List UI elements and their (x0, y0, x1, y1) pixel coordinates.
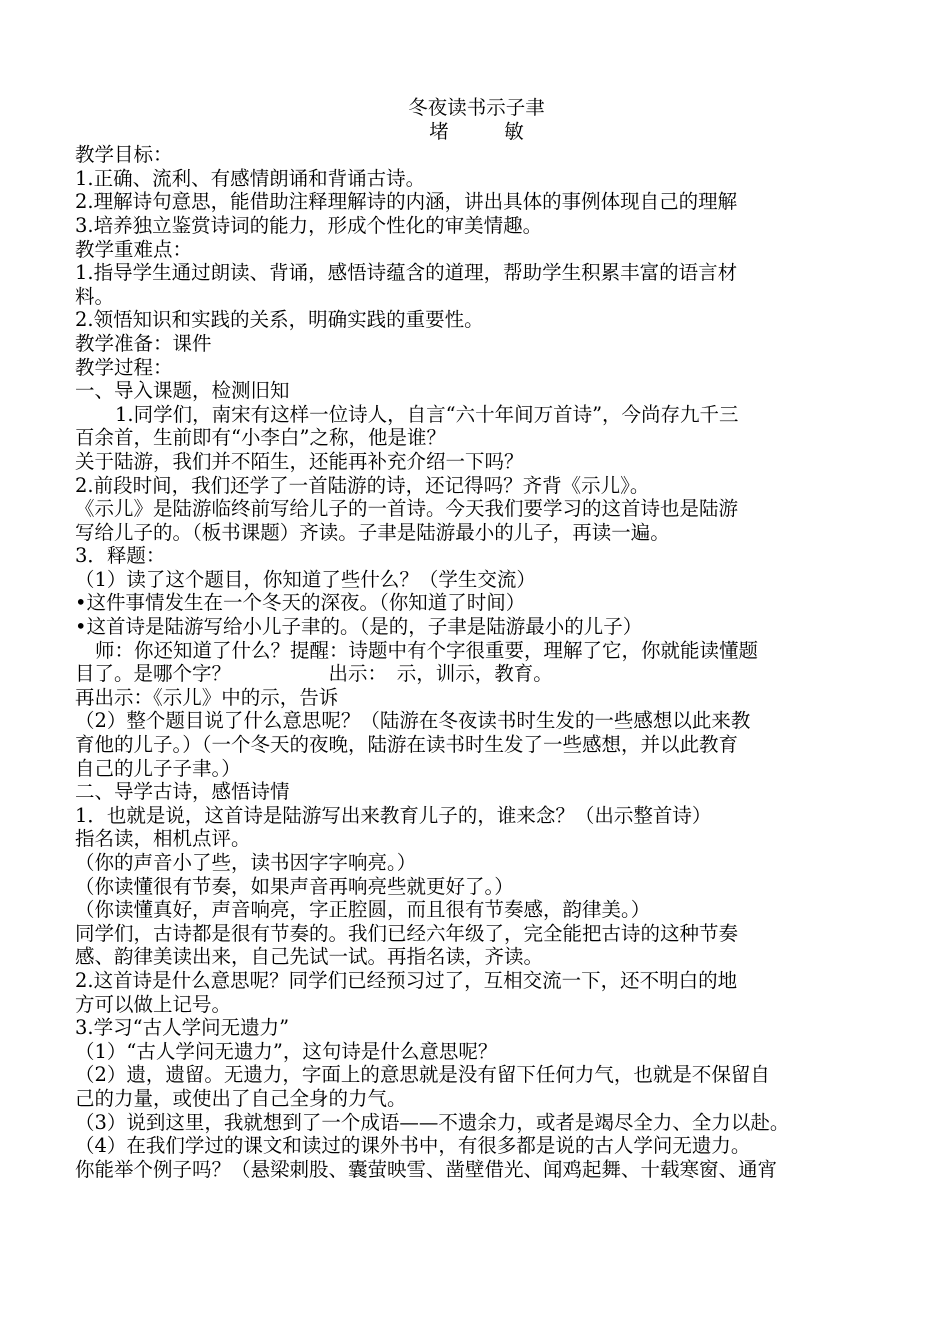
key-point-2: 2.领悟知识和实践的关系，明确实践的重要性。 (75, 308, 484, 332)
text-line: 3.学习“古人学问无遗力” (75, 1016, 290, 1040)
text-line: 师：你还知道了什么？提醒：诗题中有个字很重要，理解了它，你就能读懂题 (95, 638, 759, 662)
section-heading-key-points: 教学重难点： (75, 237, 193, 261)
text-line: 育他的儿子。）（一个冬天的夜晚，陆游在读书时生发了一些感想，并以此教育 (75, 733, 739, 757)
text-line: （你读懂很有节奏，如果声音再响亮些就更好了。） (75, 874, 514, 898)
section-heading-objectives: 教学目标： (75, 143, 173, 167)
bullet-item: •这首诗是陆游写给小儿子聿的。（是的，子聿是陆游最小的儿子） (75, 615, 643, 639)
part-2-heading: 二、导学古诗，感悟诗情 (75, 780, 290, 804)
key-point-1-cont: 料。 (75, 284, 115, 308)
text-line: （4）在我们学过的课文和读过的课外书中，有很多都是说的古人学问无遗力。 (75, 1134, 751, 1158)
text-line: 2.前段时间，我们还学了一首陆游的诗，还记得吗？齐背《示儿》。 (75, 473, 650, 497)
text-line: 己的力量，或使出了自己全身的力气。 (75, 1086, 407, 1110)
text-line: 方可以做上记号。 (75, 992, 232, 1016)
text-line: 百余首，生前即有“小李白”之称，他是谁？ (75, 426, 446, 450)
text-line: 同学们，古诗都是很有节奏的。我们已经六年级了，完全能把古诗的这种节奏 (75, 921, 739, 945)
text-line: 3．释题： (75, 544, 166, 568)
text-line: （你读懂真好，声音响亮，字正腔圆，而且很有节奏感，韵律美。） (75, 898, 651, 922)
text-line: 写给儿子的。（板书课题）齐读。子聿是陆游最小的儿子，再读一遍。 (75, 520, 670, 544)
text-line: 1.同学们，南宋有这样一位诗人，自言“六十年间万首诗”，今尚存九千三 (115, 402, 739, 426)
text-line: （1）“古人学问无遗力”，这句诗是什么意思呢？ (75, 1039, 498, 1063)
text-line: 你能举个例子吗？（悬梁刺股、囊萤映雪、凿壁借光、闻鸡起舞、十载寒窗、通宵 (75, 1157, 778, 1181)
text-line: 目了。是哪个字？ 出示： 示，训示，教育。 (75, 662, 553, 686)
key-point-1: 1.指导学生通过朗读、背诵，感悟诗蕴含的道理，帮助学生积累丰富的语言材 (75, 261, 738, 285)
objective-2: 2.理解诗句意思，能借助注释理解诗的内涵，讲出具体的事例体现自己的理解 (75, 190, 738, 214)
document-title: 冬夜读书示子聿 (408, 96, 545, 119)
section-heading-process: 教学过程： (75, 355, 173, 379)
text-line: 再出示：《示儿》中的示，告诉 (75, 685, 339, 709)
text-line: 1．也就是说，这首诗是陆游写出来教育儿子的，谁来念？（出示整首诗） (75, 803, 712, 827)
text-line: 感、韵律美读出来，自己先试一试。再指名读，齐读。 (75, 945, 544, 969)
text-line: 关于陆游，我们并不陌生，还能再补充介绍一下吗？ (75, 449, 524, 473)
text-line: 《示儿》是陆游临终前写给儿子的一首诗。今天我们要学习的这首诗也是陆游 (75, 497, 739, 521)
section-heading-preparation: 教学准备：课件 (75, 331, 212, 355)
author-name: 堵 敏 (429, 119, 542, 143)
objective-1: 1.正确、流利、有感情朗诵和背诵古诗。 (75, 166, 426, 190)
text-line: 自己的儿子子聿。） (75, 756, 241, 780)
text-line: （3）说到这里，我就想到了一个成语——不遗余力，或者是竭尽全力、全力以赴。 (75, 1110, 790, 1134)
text-line: 指名读，相机点评。 (75, 827, 251, 851)
text-line: （你的声音小了些，读书因字字响亮。） (75, 851, 417, 874)
text-line: （1）读了这个题目，你知道了些什么？（学生交流） (75, 567, 536, 591)
text-line: 2.这首诗是什么意思呢？同学们已经预习过了，互相交流一下，还不明白的地 (75, 968, 738, 992)
bullet-item: •这件事情发生在一个冬天的深夜。（你知道了时间） (75, 591, 526, 615)
text-line: （2）遗，遗留。无遗力，字面上的意思就是没有留下任何力气，也就是不保留自 (75, 1063, 770, 1087)
objective-3: 3.培养独立鉴赏诗词的能力，形成个性化的审美情趣。 (75, 213, 543, 237)
part-1-heading: 一、导入课题，检测旧知 (75, 379, 290, 403)
text-line: （2）整个题目说了什么意思呢？（陆游在冬夜读书时生发的一些感想以此来教 (75, 709, 751, 733)
